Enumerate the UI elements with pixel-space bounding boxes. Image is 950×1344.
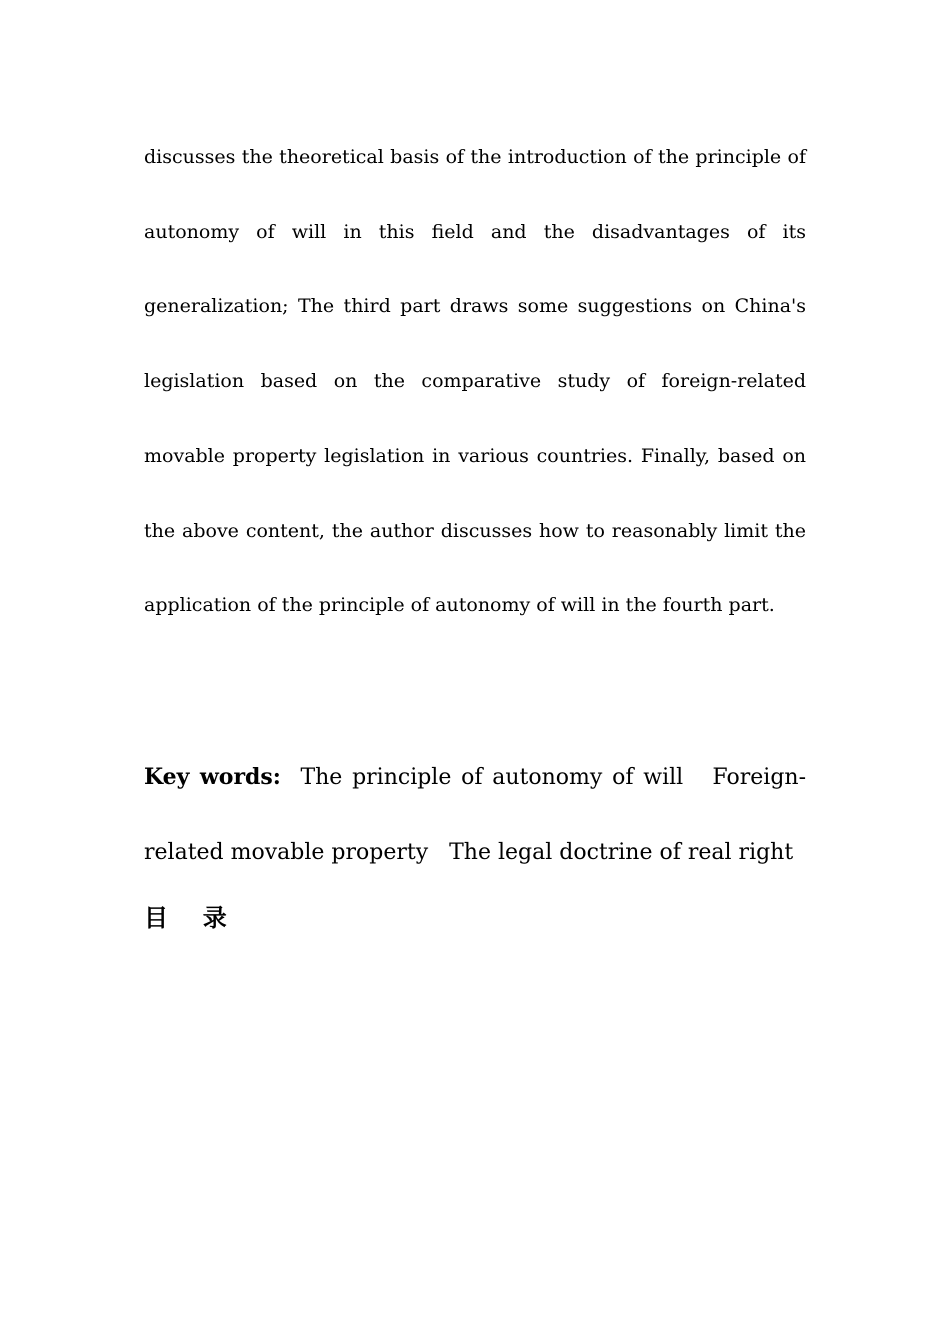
keywords-text: The principle of autonomy of will Foreign-related movable property The legal doctrine of real right [144, 765, 807, 865]
keywords-line [144, 740, 806, 890]
abstract-paragraph: discusses the theoretical basis of the introduction of the principle of autonomy of will in this field and the disadvantages of its generalization; The third part draws some suggestions on China's legislation based on the comparative study of foreign-related movable property legislation in various countries. Finally, based on the above content, the author discusses how to reasonably limit the application of the principle of autonomy of will in the fourth part. [144, 146, 806, 617]
table-of-contents-heading: 目 录 [144, 904, 240, 932]
keywords-label: Key words: [144, 764, 281, 790]
